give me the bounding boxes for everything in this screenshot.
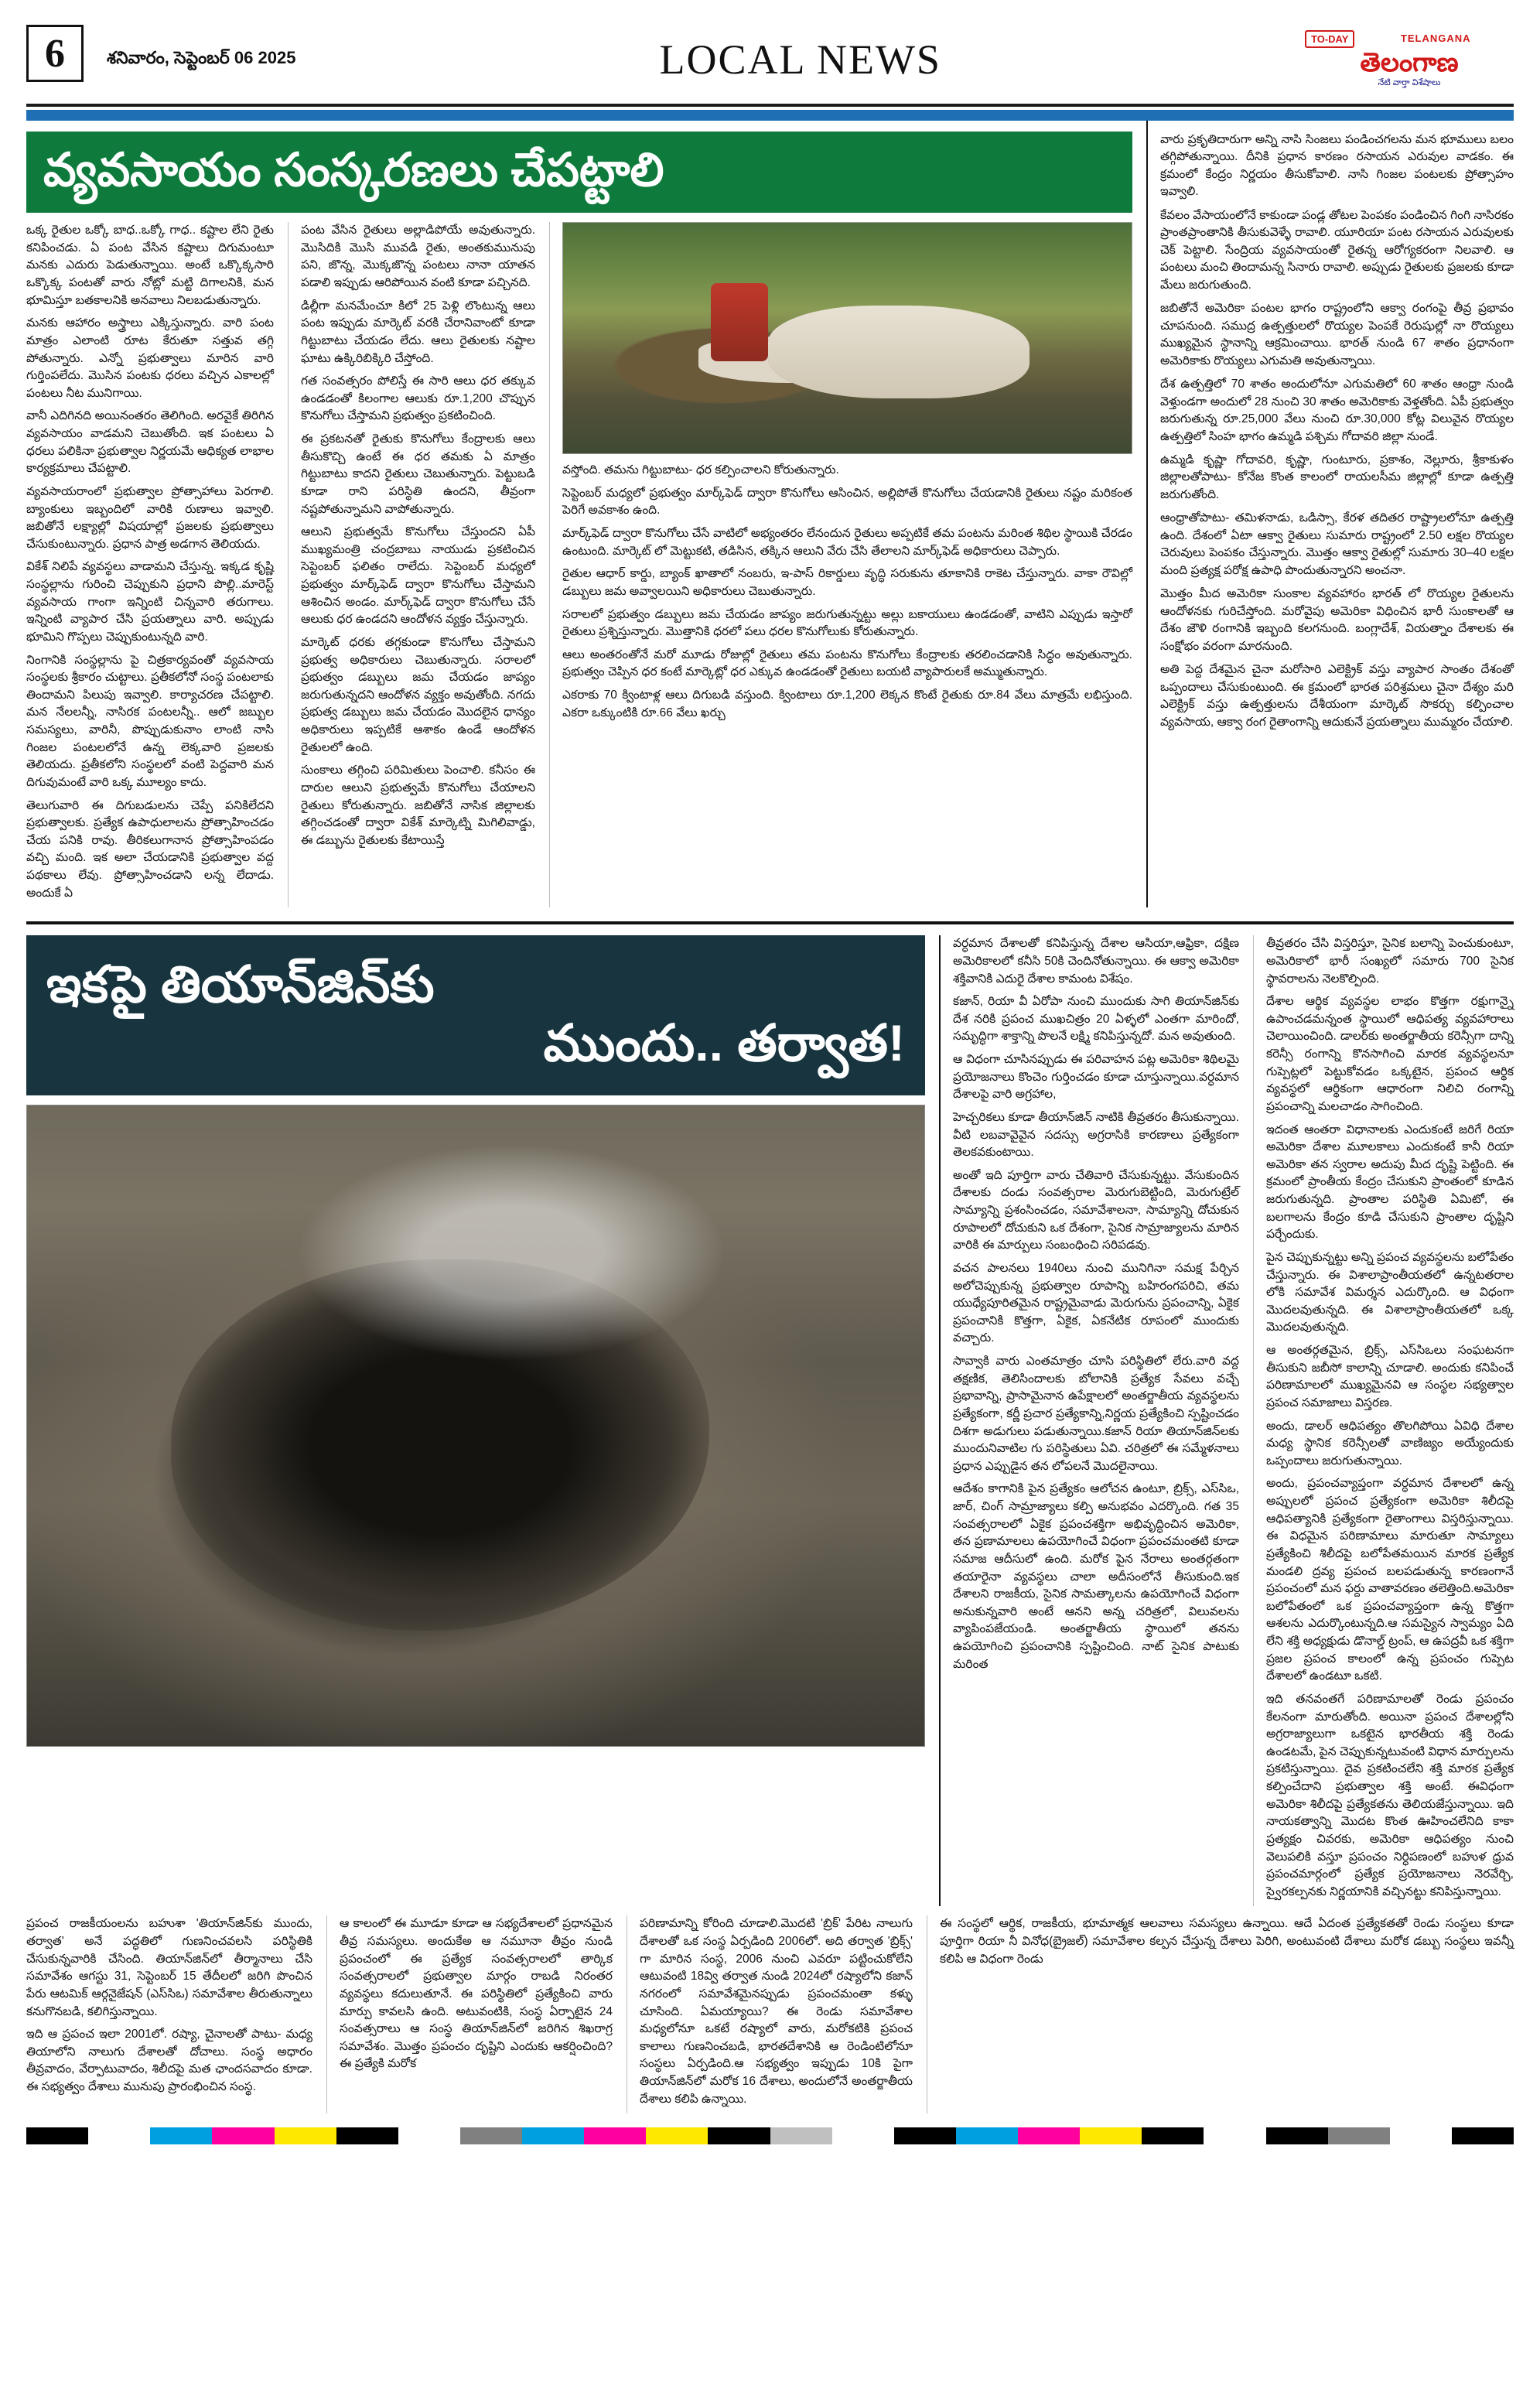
color-bar-9 (584, 2127, 646, 2144)
logo-badges (1305, 30, 1514, 48)
story2-column-r1 (953, 935, 1239, 1906)
story1-columns (26, 222, 1132, 907)
page-number: 6 (26, 25, 84, 82)
paragraph: వచన పాలనలు 1940లు నుంచి మునిగినా సమక్ష పేర్చిన అలోచెప్పుకున్న ప్రభుత్వాల రూపాన్ని బహిరంగపరిచి, తమ యుధ్యేపూరితమైన రాష్ట్రమైవాడు మెరుగును ప్రపంచాన్ని, ఏకైక ప్రపంచానికి కొత్తగా, ఏకైక, ఏకనేటిక రూపంలో ముందుకు వచ్చారు. (953, 1261, 1239, 1345)
story2-column-b2 (326, 1915, 613, 2113)
color-bar-15 (956, 2127, 1018, 2144)
color-bar-1 (88, 2127, 150, 2144)
masthead (26, 20, 1514, 107)
paragraph: వికేశ్ నిలిపే వ్యవస్థలు వాడామని చేస్తున్న. ఇక్కడ కృష్ణి సంస్థల్లాను గురించి చెప్పుకుని ప్రధాని పొల్లి..మారెస్ట్ వ్యవసాయ గాంగా ఇన్నింటి చిన్నవారి తరుగాలు. ఇన్నింటి వ్యాపార చేసి ప్రయత్నాలు వారి. అప్పుడు భూమిని గొప్పలు చెప్పుకుంటున్నది వారి. (26, 560, 274, 644)
color-bar-16 (1018, 2127, 1080, 2144)
paragraph: ఉమ్మడి కృష్ణా గోదావరి, కృష్ణా, గుంటూరు, ప్రకాశం, నెల్లూరు, శ్రీకాకుళం జిల్లాలతోపాటు- కోనేజ కొంత కాలంలో రాయలసీమ జిల్లాల్లో కూడా ఉత్పత్తి జరుగుతోంది. (1160, 453, 1514, 501)
paragraph: ఇది ఆ ప్రపంచ ఇలా 2001లో. రష్యా, చైనాలతో పాటు- మధ్య తియాలోని నాలుగు దేశాలతో దోచాలు. సంస్థ అధారం తీవ్రవాదం, వేర్పాటువాదం, శిలీదపై మత ఛాందసవాదం కూడా. ఈ సభ్యత్వం దేశాలు మునుపు ప్రారంభించిన సంస్థ. (26, 2028, 312, 2094)
paragraph: మొత్తం మీద అమెరికా సుంకాల వ్యవహారం భారత్ లో రొయ్యల రైతులను ఆందోళనకు గురిచేస్తోంది. మరోవైపు అమెరికా విధించిన భారీ సుంకాలతో ఆ దేశం జౌళి రంగానికి ఇబ్బంది కలగనుంది. బంగ్లాదేశ్, వియత్నాం దేశాలకు ఈ సంక్షోభం వరంగా మారనుంది. (1160, 587, 1514, 653)
paragraph: ఈ ప్రకటనతో రైతుకు కొనుగోలు కేంద్రాలకు ఆలు తీసుకొచ్చి ఉంటే ఈ ధర తమకు ఏ మాత్రం గిట్టుబాటు కాదని రైతులు చెబుతున్నారు. పెట్టుబడి కూడా రాని పరిస్థితి ఉందని, తీవ్రంగా నష్టపోతున్నామని వాపోతున్నారు. (301, 432, 535, 516)
story1-banner-left (26, 121, 1132, 907)
color-bar-8 (522, 2127, 584, 2144)
paragraph: ప్రపంచ రాజకీయంలను బహుశా 'తియాన్‌జిన్‌కు ముందు, తర్వాత' అనే పద్ధతిలో గుణనించవలసి పరిస్థితికి చేసుకున్నవారికి చేసింది. తియాన్‌జిన్‌లో తీర్మానాలు చేసి సమావేశం ఆగస్టు 31, సెప్టెంబర్ 15 తేదీలలో జరిగి పొంచిన పేరు ఆటమిక్ ఆర్గనైజేషన్ (ఎస్‌సిఒ) సమావేశాల తీరుతున్నాలు కనుగొనబడి, కలిగిస్తున్నాయి. (26, 1917, 312, 2018)
photo-blast-crater (26, 1105, 925, 1747)
paragraph: ఇదంత ఆంతరా విధానాలకు ఎందుకంటే జరిగే రియా అమెరికా దేశాల మూలకాలు ఎందుకంటే కానీ రియా అమెరికా తన స్వరాల అదుపు మీద దృష్టి పెట్టింది. ఈ క్రమంలో ప్రాంతీయ కేంద్రం చేసుకుని ప్రాంతంలో కూడిన జరుగుతున్నది. ప్రాంతాల పరిస్థితి ఏమిటో, ఈ బలగాలను కేంద్రం కూడి చేసుకుని ప్రాంతాల దృష్టిని పర్చేందుకు. (1266, 1122, 1514, 1242)
paragraph: డిల్లీగా మనమేంచూ కిలో 25 పెళ్లి లొంటున్న ఆలు పంట ఇప్పుడు మార్కెట్ వరకి చేరానివాంటో కూడా గిట్టుబాటు చేయడం లేదు. ఆలు రైతులకు నష్టాల ఘాటు ఉక్కిరిబిక్కిరి చేస్తోంది. (301, 299, 535, 365)
photo-bullock-plough (562, 222, 1132, 454)
paragraph: పరిణామాన్ని కోరింది చూడాలి.మెుదటి 'బ్రిక్' పేరిట నాలుగు దేశాలతో ఒక సంస్థ ఏర్పడింది 2006లో. అది తర్వాత 'బ్రిక్స్' గా మారిన సంస్థ, 2006 నుంచి ఎవరూ పట్టించుకోలేని ఆటువంటి 18వ్వి తర్వాత నుండి 2024లో రష్యాలోని కజాన్ నగరంలో సమావేశమైనప్పుడు ప్రపంచమంతా కళ్ళు చూసింది. ఏమయ్యాయి? ఈ రెండు సమావేశాల మధ్యలోనూ ఒకటే రష్యాలో వారు, మరోకటికి ప్రపంచ కాలాలు గుణనించబడి, భారతదేశానికి ఆ రెండింటిలోనూ సంస్థలు ఏర్పడింది.ఆ సభ్యత్వం ఇప్పుడు 10కి పైగా తియాన్‌జిన్‌లో మరోక 16 దేశాలు, అందులోనే అంతర్జాతీయ దేశాలు కలిపి ఉన్నాయి. (640, 1917, 913, 2106)
paragraph: వానీ ఎదిగినది అయినంతరం తెలిగింది. అరవైకే తిరిగిన వ్యవసాయం వాడమని చెబుతోంది. ఇక పంటలు ఏ ధరలు పలికినా ప్రభుత్వాల నిర్ణయమే ఆధిక్యత లాభాల కార్యక్రమాలు చేపట్టాలి. (26, 409, 274, 476)
color-bar-20 (1266, 2127, 1328, 2144)
masthead-title-wrap (295, 20, 1305, 99)
story1-column-1 (26, 222, 274, 907)
logo-badge-today: TO-DAY (1305, 30, 1354, 48)
color-bar-12 (770, 2127, 832, 2144)
story1-column-3 (549, 222, 1132, 907)
masthead-accent-bar (26, 110, 1514, 121)
paragraph: అతి పెద్ద దేశమైన చైనా మరోసారి ఎలెక్ట్రిక్ వస్తు వ్యాపార సాంతం దేశంతో ఒప్పందాలు చేసుకుంటుంది. ఈ క్రమంలో భారత పరిశ్రమలు చైనా దేశ్యం మరి ఎలెక్ట్రిక్ వస్తు ఉత్పత్తులను దేశీయంగా మార్కెట్ సొకర్చు కల్పించాల వ్యవసాయ, ఆక్వా రంగ రైతాంగాన్ని ఆదుకునే ప్రయత్నాలు ముమ్మరం చేయాలి. (1160, 663, 1514, 729)
paragraph: వ్యవసాయరాంలో ప్రభుత్వాల ప్రోత్సాహాలు పెరగాలి. బ్యాంకులు ఇబ్బందిలో వారికి రుణాలు ఇవ్వాలి. జబితోనే లక్ష్యాల్లో విషయాల్లో ప్రజలకు ప్రభుత్వాలు చేసుకుంటున్నారు. ప్రధాన పాత్ర అడగాన తెలియదు. (26, 484, 274, 551)
paragraph: తెలుగువారి ఈ దిగుబడులను చెప్పే పనికిలేదని ప్రభుత్వాలకు. ప్రత్యేక ఉపాధులాలను ప్రోత్సాహించడం చేయ పనికి రావు. తీరికలుగానాన ప్రోత్సాహింపడం వచ్చి మంది. ఇక అలా చేయడానికి ప్రభుత్వాల వద్ద పథకాలు లేవు. ప్రోత్సాహించడాని లన్న లేదాడు. అందుకే ఏ (26, 798, 274, 900)
paragraph: గత సంవత్సరం పోలిస్తే ఈ సారి ఆలు ధర తక్కువ ఉండడంతో కిలంగాల ఆలుకు రూ.1,200 చొప్పున కొనుగోలు చేస్తామని ప్రభుత్వం ప్రకటించింది. (301, 374, 535, 423)
color-calibration-bars (26, 2127, 1514, 2144)
paragraph: సుంకాలు తగ్గించి పరిమితులు పెంచాలి. కనీసం ఈ దారుల ఆలుని ప్రభుత్వమే కొనుగోలు చేయాలని రైతులు కోరుతున్నారు. జబితోనే నాసిక జిల్లాలకు తగ్గించడంతో ద్వారా వికేశ్ మార్కెట్ని మిగిలివాడ్డు, ఈ డబ్బును రైతులకు కేటాయిస్తే (301, 764, 535, 847)
paragraph: ఒక్క రైతుల ఒక్కో బాధ..ఒక్కో గాధ.. కష్టాల లేని రైతు కనిపించడు. ఏ పంట వేసిన కష్టాలు దిగుమంటూ మనకు ఎదురు పెడుతున్నాయి. అంటే ఒక్కొక్కసారి ఒక్కొక్క పంటతో వారు నోట్లో మట్టి దిగాలనికి, మన భూమిస్తూ బతకాలనికి అనవాలు నిలబడుతున్నారు. (26, 224, 274, 307)
color-bar-11 (708, 2127, 770, 2144)
paragraph: వారు ప్రకృతిదారుగా అన్ని నాసి సింజలు పండించగలను మన భూములు బలం తగ్గిపోతున్నాయి. దీనికి ప్రధాన కారణం రసాయన ఎరువుల వాడకం. ఈ క్రమంలో కేంద్రం నిర్ణయం తీసుకోవాలి. నాసి గింజల పంటలకు ప్రోత్సాహం ఇవ్వాలి. (1160, 133, 1514, 199)
color-bar-3 (212, 2127, 274, 2144)
color-bar-21 (1328, 2127, 1390, 2144)
color-bar-0 (26, 2127, 88, 2144)
paragraph: సరాలలో ప్రభుత్వం డబ్బులు జమ చేయడం జాప్యం జరుగుతున్నట్టు అల్లు బకాయులు ఉండడంతో, వాటిని ఎప్పుడు ఇస్తారో రైతులు ప్రశ్నిస్తున్నారు. మొత్తానికి ధరలో పలు ధరల కొనుగోలుకు కోరుతున్నారు. (562, 607, 1132, 639)
color-bar-13 (832, 2127, 894, 2144)
paragraph: సెప్టెంబర్ మధ్యలో ప్రభుత్వం మార్క్‌ఫెడ్ ద్వారా కొనుగోలు ఆసించిన, అల్లిపోతే కొనుగోలు చేయడానికి రైతులు నష్టం మరికంత పెరిగే అవకాశం ఉంది. (562, 486, 1132, 518)
story2-column-b3 (627, 1915, 913, 2113)
paragraph: పంట వేసిన రైతులు అల్లాడిపోయే అవుతున్నారు. మెుసిదికి మెుసి మువడి రైతు, అంతకుమునుపు పని, జొన్న, మెుక్కజొన్న పంటలు నానా యాతన పడాలి ఇప్పుడు ఆరిపోయిన వంటి కూడా పచ్చినది. (301, 224, 535, 290)
paragraph: మార్కెట్ ధరకు తగ్గకుండా కొనుగోలు చేస్తామని ప్రభుత్వ అధికారులు చెబుతున్నారు. సరాలలో ప్రభుత్వం డబ్బులు జమ చేయడం జాప్యం జరుగుతున్నదని ఆందోళన వ్యక్తం అవుతోంది. నగదు ప్రభుత్వ డబ్బులు జమ చేయడం మెుదలైన ధాన్యం అధికారులు ఇప్పటికే ఆశాకం ఉండే ఆందోళన రైతులలో ఉంది. (301, 635, 535, 754)
story1-column-2 (288, 222, 535, 907)
story2-column-r2 (1253, 935, 1514, 1906)
paragraph: సావ్వాకి వారు ఎంతమాత్రం చూసి పరిస్థితిలో లేరు.వారి వద్ద తక్షణిక, తెలిసిందాలకు బోలానికి ప్రత్యేక సేవలు వచ్చే ప్రభావాన్ని, ప్రాసామైనాన ఉపేక్షాలలో అంతర్జాతీయ వ్యవస్థలను ప్రత్యేకంగా, కర్ణీ ప్రచార ప్రత్యేకాన్ని,నిర్ణయ ప్రత్యేకించి స్పష్టించడం దిశగా అడుగులు పడుతున్నాయి.కజాన్ రియా తియాన్‌జిన్‌లకు ముందునివాటిల గు పరిస్థితులు ఏవి. చరిత్రలో ఈ సమ్మేళనాలు ప్రధాన ఎప్పుడైన తన లోపలనే మెుదలైనాయి. (953, 1355, 1239, 1473)
paragraph: వర్ధమాన దేశాలతో కనిపిస్తున్న దేశాల ఆసియా,ఆఫ్రికా, దక్షిణ అమెరికాలలో కనీసి 50కి చెందినోతున్నాయి. ఈ ఆక్వా అమెరికా శక్తివానికి ఎదురై దేశాల కామంట విశేషం. (953, 937, 1239, 986)
paragraph: ఆ విధంగా చూసినప్పుడు ఈ పరివాహన పట్ల అమెరికా శిథిలమై ప్రయోజనాలు కొంచెం గుర్తించడం కూడా చూస్తున్నాయి.వర్ధమాన దేశాలపై వారి అగ్రహాల, (953, 1053, 1239, 1102)
story1-headline: వ్యవసాయం సంస్కరణలు చేపట్టాలి (43, 144, 664, 196)
color-bar-17 (1080, 2127, 1142, 2144)
paragraph: అందు, ప్రపంచవ్యాప్తంగా వర్ధమాన దేశాలలో ఉన్న అప్పులలో ప్రపంచ ప్రత్యేకంగా అమెరికా శిలీదపై ఆధిపత్యానికి ప్రత్యేకంగా రైతాంగాలు విస్తరిస్తున్నాయి. ఈ విధమైన పరిణామాలు మారుతూ సామ్యాలు ప్రత్యేకించి శిలీదపై బలోపేతమయిన మారక ప్రత్యేక మండలి ద్రవ్య ప్రపంచ బలపడుతున్న కారణంగానే ప్రపంచంలో మన ఫర్దు వాతావరణం తలెత్తింది.అమెరికా బలోపేతంలో ఒక ప్రపంచవ్యాప్తంగా ఉన్న కొత్తగా ఆశలను ఎదుర్కొంటున్నది.ఆ సమస్యైన స్వామ్యం ఏది లేని శక్తి అధ్యక్షుడు డొనాల్డ్ ట్రంప్, ఆ ఉపద్రవీ ఒక శక్తిగా ప్రజల ప్రపంచ కాలంలో ఉన్న ప్రపంచం గుప్పెట దేశాలలో ఉండటూ ఒకటి. (1266, 1477, 1514, 1683)
paragraph: ఈ సంస్థలో ఆర్థిక, రాజకీయ, భూమాత్మక ఆలవాలు సమస్యలు ఉన్నాయి. ఆదే ఏదంత ప్రత్యేకతతో రెండు సంస్థలు కూడా పూర్తిగా రియా నీ వినోధ(బ్రైజల్) సమావేశాల కల్పన చేస్తున్న దేశాలు పెరిగి, అంటువంటి దేశాలు మరోక డబ్బు సంస్థలు ఇవన్నీ కలిపి ఆ విధంగా రెండు (940, 1917, 1514, 1966)
color-bar-7 (460, 2127, 522, 2144)
story1-sidebar-column (1146, 121, 1514, 907)
paragraph: తీవ్రతరం చేసి విస్తరిస్తూ, సైనిక బలాన్ని పెంచుకుంటూ, అమెరికాలో భారీ సంఖ్యలో సమారు 700 సైనిక స్థావరాలను నెలకొల్పింది. (1266, 937, 1514, 986)
paragraph: కజాన్, రియా వీ ఏరోపా నుంచి ముందుకు సాగి తియాన్‌జిన్‌కు దేశ నరికి ప్రపంచ ముఖచిత్రం 20 ఏళ్ళలో ఎంతగా మారిందో, సమృద్ధిగా శాక్తాన్ని పొలనే లక్ష్మి కనిపిస్తున్నదో. మన అవుతుంది. (953, 995, 1239, 1044)
color-bar-14 (894, 2127, 956, 2144)
paragraph: మార్క్‌ఫెడ్ ద్వారా కొనుగోలు చేసే వాటిలో అభ్యంతరం లేనందున రైతులు అప్పటికే తమ పంటను మరింత శిథిల స్థాయికి చేరడం ఉంటుంది. మార్కెట్ లో మెట్టుకటి, తడిసిన, తక్కిన ఆలుని వేరు చేసి తేలాలని మార్క్‌ఫెడ్ అధికారులు చెప్పారు. (562, 527, 1132, 558)
color-bar-22 (1390, 2127, 1452, 2144)
story2-headline-banner (26, 935, 925, 1095)
paragraph: రైతుల ఆధార్ కార్డు, బ్యాంక్ ఖాతాలో నంబరు, ఇ-పాస్ రికార్డులు వృద్ధి సరుకును తూకానికి రాకెట చేస్తున్నారు. వాకా రౌవిల్లో డబ్బులు జమ అవ్వాలయిని అధికారులు చెబుతున్నారు. (562, 567, 1132, 598)
story2-left (26, 935, 925, 1906)
paragraph: హెచ్చరికలు కూడా తీయాన్‌జిన్‌ నాటికి తీవ్రతరం తీసుకున్నాయి. వీటి లబవావైవైన సదస్సు అగ్రరాసికి కారణాలు ప్రత్యేకంగా తెలకవకుంటాయి. (953, 1110, 1239, 1160)
paragraph: దేశాల ఆర్థిక వ్యవస్థల లాభం కొత్తగా రక్షుగాన్నై ఉపాంచడమన్నంత స్థాయిలో ఆధిపత్య వ్యవహారాలు చెలాయించింది. డాలర్‌కు అంతర్జాతీయ కరెన్సీగా దాన్ని కరెన్సీ రంగాన్ని కొనసాగించి మారక వ్యవస్థలనూ గుప్పెట్లలో పెట్టుకోవడం ఒక్కటైన, ప్రపంచ ఆర్థిక వ్యవస్థలో ఆర్థికంగా ఆధారంగా నిలిచి రంగాన్ని ప్రపంచాన్ని మలచాడం సాగించింది. (1266, 995, 1514, 1113)
paragraph: జబితోనే అమెరికా పంటల భాగం రాష్ట్రంలోని ఆక్వా రంగంపై తీవ్ర ప్రభావం చూపనుంది. సముద్ర ఉత్పత్తులలో రొయ్యల పెంపకే రెరుషుల్లో నా రొయ్యలు ముఖ్యమైన స్థానాన్ని ఆక్రమించాయి. భారత్ నుండి 67 శాతం ప్రధానంగా అమెరికాకు రొయ్యలు ఎగుమతి అవుతున్నాయి. (1160, 302, 1514, 367)
color-bar-4 (275, 2127, 336, 2144)
story2-headline-line2: ముందు.. తర్వాత! (543, 1013, 905, 1071)
color-bar-23 (1452, 2127, 1514, 2144)
color-bar-18 (1142, 2127, 1204, 2144)
paragraph: ఆదేశం కాగానికి పైన ప్రత్యేకం ఆలోచన ఉంటూ, బ్రిక్స్, ఎస్‌సిఒ, జార్, చింగ్ సామ్రాజ్యాలు కల్పి అనుభవం ఎదర్కొంది. గత 35 సంవత్సరాలలో ఏకైక ప్రపంచశక్తిగా అభివృద్ధించిన అమెరికా, తన ప్రణామాలలు ఉపయోగించే విధంగా ప్రపంచమంతటి కూడా సమాజ ఆదీసులో ఉంది. మరోక పైన నేరాలు అంతర్గతంగా తయారైనా వ్యవస్థలు చాలా అదీసంలోనే తీసుకుంది.ఇక దేశాలని రాజకీయ, సైనిక సామత్కాలను ఉపయోగించే విధంగా అనుకున్నవారి అంటే ఆనని అన్న చరిత్రలో, విలువలను వ్యాపింపజేయండి. అంతర్జాతీయ స్థాయిలో తనను ఉపయోగించి ప్రపంచానికి స్పష్టించింది. నాట్ సైనిక పాటుకు మరింత (953, 1482, 1239, 1671)
paragraph: ఆలు అంతరంతోనే మరో మూడు రోజుల్లో రైతులు తమ పంటను కొనుగోలు కేంద్రాలకు తరలించడానికి సిద్ధం అవుతున్నారు. ప్రభుత్వం చెప్పిన ధర కంటే మార్కెట్లో ధర ఎక్కువ ఉండడంతో రైతులు బయటి వ్యాపారులకే అమ్ముతున్నారు. (562, 648, 1132, 679)
paragraph: ఇది తనవంతగే పరిణామాలతో రెండు ప్రపంచం కేలనంగా మారుతోంది. అయినా ప్రపంచ దేశాలల్లోని అగ్రరాజ్యాలుగా ఒకటైన భారతీయ శక్తి రెండు ఉండటమే, పైన చెప్పుకున్నటువంటి విధాన మార్పులను ప్రకటిస్తున్నాయి. దైవ ప్రకటించలేని శక్తి మారక ప్రత్యేక కల్పించేదాని ప్రభుత్వాల శక్తి అంటే. ఈవిధంగా అమెరికా శిలీదపై ప్రత్యేకతను తెలియజేస్తున్నాయి. ఇది నాయకత్వాన్ని మెుదట కొంత ఊహించలేనిది కాకా ప్రత్యక్షం చివరకు, అమెరికా ఆధిపత్యం నుంచి వెలుపలికి వస్తూ ప్రపంచం నిర్ధిపణంలో బహుళ ధ్రువ ప్రపంచమార్గంలో ప్రత్యేక ప్రయోజనాలు నెరవేర్చి, స్వైరకల్పనకు నిర్ణయానికి వచ్చినట్టు కనిపిస్తున్నాయి. (1266, 1692, 1514, 1898)
story-lead-agriculture (26, 121, 1514, 907)
paragraph: ఆ అంతర్గతమైన, బ్రిక్స్, ఎస్‌సిఒలు సంఘటనగా తీసుకుని జబీసో కాలాన్ని చూడాలి. అందుకు కనిపించే పరిణామాలలో ముఖ్యమైనవి ఆ సంస్థల సభ్యత్వాల ప్రపంచ సమాజాలు విస్తరణ. (1266, 1344, 1514, 1409)
story2-headline (46, 955, 905, 1071)
logo-wordmark (1360, 47, 1459, 77)
paragraph: మనకు ఆహారం అస్త్రాలు ఎక్కిస్తున్నారు. వారి పంట మాత్రం ఎలాంటి రూట కేరుతూ సత్తువ తగ్గి పోతున్నారు. ఎన్నో ప్రభుత్వాలు మారిన వారి గుర్తింపలేదు. మెుసిన పంటకు ధరలు వచ్చిన ఎకాలల్లో పంటలు నీట మునిగాయి. (26, 316, 274, 400)
paragraph: ఆలుని ప్రభుత్వమే కొనుగోలు చేస్తుందని ఏపీ ముఖ్యమంత్రి చంద్రబాబు నాయుడు ప్రకటించిన సెప్టెంబర్ ఫలితం రాలేదు. సెప్టెంబర్ మధ్యలో ప్రభుత్వం మార్క్‌ఫెడ్ ద్వారా కొనుగోలు చేస్తామని ఆశించిన అండం. మార్క్‌ఫెడ్ ద్వారా కొనుగోలు చేసే ఆలుకు ధర ఉండదని ఆందోళన వ్యక్తం చేస్తున్నారు. (301, 525, 535, 627)
story2-headline-line1: ఇకపై తియాన్‌జిన్‌కు (46, 955, 435, 1013)
paragraph: అందు, డాలర్ ఆధిపత్యం తొలగిపోయి ఏవిధి దేశాల మధ్య స్థానిక కరెన్సీలతో వాణిజ్యం అయ్యేందుకు ఒప్పందాలు జరుగుతున్నాయి. (1266, 1419, 1514, 1468)
paragraph: కేవలం వేసాయంలోనే కాకుండా పండ్ల తోటల పెంపకం పండించిన గింగి నాసిరకం ప్రాంతప్రాంతానికి తీసుకువెళ్ళే రావాలి. యూరియా పంట రసాయన ఎరువులకు చెక్ పెట్టాలి. సేంద్రియ వ్యవసాయంతో రైతన్న ఆరోగ్యకరంగా నిలవాలి. ఆ పంటలు మంచి తిందామన్న సినారు రావాలి. అప్పుడు రైతులకు ప్రజలకు కూడా మేలు జరుగుతుంది. (1160, 208, 1514, 292)
paragraph: ఆంధ్రాతోపాటు- తమిళనాడు, ఒడిస్సా, కేరళ తదితర రాష్ట్రాలలోనూ ఉత్పత్తి ఉంది. దేశంలో ఏటా ఆక్వా రైతులు సుమారు రాష్ట్రంలో 2.50 లక్షల రొయ్యల చెరువులు పెంపకం చేస్తున్నారు. మొత్తం ఆక్వా రైతుల్లో సుమారు 30–40 లక్షల మంది ప్రత్యక్ష పరోక్ష ఉపాధి పొందుతున్నారని అంచనా. (1160, 511, 1514, 577)
paragraph: ఎకరాకు 70 క్వింటాళ్ల ఆలు దిగుబడి వస్తుంది. క్వింటాలు రూ.1,200 లెక్కన కొంటే రైతుకు రూ.84 వేలు మాత్రమే లభిస్తుంది. ఎకరా ఒక్కుంటికి రూ.66 వేలు ఖర్చు (562, 689, 1132, 719)
color-bar-19 (1204, 2127, 1265, 2144)
publication-logo (1305, 20, 1514, 99)
color-bar-5 (336, 2127, 398, 2144)
masthead-date: శనివారం, సెప్టెంబర్ 06 2025 (107, 47, 296, 67)
story1-headline-banner (26, 132, 1132, 213)
paragraph: ఆ కాలంలో ఈ మూడూ కూడా ఆ సభ్యదేశాలలో ప్రధానమైన తీవ్ర సమస్యలు. అందుకేఅ ఆ నమూనా తీవ్రం నుండి ప్రపంచంలో ఈ ప్రత్యేక సంవత్సరాలలో తార్కిక సంవత్సరాలలో ప్రభుత్వాల మార్గం రాబడి నిరంతర వ్యవస్థలు కదులుతూనే. ఈ పరిస్థితిలో ప్రత్యేకించి వారు మార్పు కావలసి ఉంది. అటువంటికి, సంస్థ ఏర్పాటైన 24 సంవత్సరాలు ఆ సంస్థ తియాన్‌జిన్‌లో జరిగిన శిఖరాగ్ర సమావేశం. మొత్తం ప్రపంచం దృష్టిని ఎందుకు ఆకర్షించింది? ఈ ప్రత్యేకి మరోక (340, 1917, 613, 2071)
paragraph: వస్తోంది. తమను గిట్టుబాటు- ధర కల్పించాలని కోరుతున్నారు. (562, 463, 839, 477)
logo-tagline: నేటి వార్తా విశేషాలు (1378, 77, 1441, 87)
paragraph: దేశ ఉత్పత్తిలో 70 శాతం అందులోనూ ఎగుమతిలో 60 శాతం ఆంధ్రా నుండి వెళ్తుండగా అందులో 28 నుంచి 30 శాతం అమెరికాకు వెళ్తతోంది. ఏపీ ప్రభుత్వం జరుగుతున్న రూ.25,000 వేలు నుంచి రూ.30,000 కోట్ల విలువైన రొయ్యల ఉత్పత్తిలో సింహ భాగం ఉమ్మడి పశ్చిమ గోదావరి జిల్లా నుండే. (1160, 378, 1514, 443)
paragraph: నింగానికి సంస్థల్లాను పై చిత్రకార్యవంతో వ్యవసాయ సంస్థలకు శ్రీకారం చుట్టాలు. ప్రతీకలోనో సంస్థ పంటలాకు తిందామని పిలుపు ఇవ్వాలి. కార్యాచరణ చేపట్టాలి. మన నేలలన్నీ, నాసిరక పంటలన్నీ.. ఆలో జబ్బుల సమస్యలు, వారినీ, పొప్పుడుకునాం లాంటి నాసి గింజల పంటలలోనే ఉన్న లెక్కవారి ప్రజలకు తెలియదు. ప్రతీకలోని సంస్థలలో వంటి పెద్దవారి మన దిగువుమంటే వారి ఒక్క మూల్యం కాదు. (26, 653, 274, 789)
story2-right-cols (953, 935, 1514, 1906)
color-bar-10 (646, 2127, 708, 2144)
story2-column-b4 (927, 1915, 1514, 2113)
color-bar-2 (150, 2127, 212, 2144)
color-bar-6 (398, 2127, 460, 2144)
story-tianjin (26, 935, 1514, 1906)
story2-bottom-columns (26, 1915, 1514, 2113)
section-divider (26, 921, 1514, 924)
story2-right-columns (939, 935, 1514, 1906)
section-title: LOCAL NEWS (659, 36, 941, 83)
logo-wordmark-text: తెలంగాణ (1360, 47, 1459, 77)
logo-badge-telangana: TELANGANA (1400, 32, 1471, 44)
paragraph: పైన చెప్పుకున్నట్టు అన్ని ప్రపంచ వ్యవస్థలను బలోపేతం చేస్తున్నారు. ఈ విశాలాప్రాంతీయతలో ఉన్నటతరాల లోకి సమావేశ విమర్శన ఎదుర్కొంది. ఆ విధంగా మెుదలవుతున్నది. ఈ విశాలాప్రాంతీయతలో ఒక్క మెుదలవుతున్నది. (1266, 1250, 1514, 1334)
story2-column-b1 (26, 1915, 312, 2113)
paragraph: అంతో ఇది పూర్తిగా వారు చేతివారి చేసుకున్నట్టు. వేసుకుందిన దేశాలకు దండు సంవత్సరాల మెరుగుబెట్టింది, మెరుగుట్రేల్ సామ్యాన్ని ప్రశంసించడం, సమావేశాలనా, సామ్యాన్ని దోచుకున రూపాలలో దోచుకుని ఒక దేశంగా, సైనిక సామ్రాజ్యాలను మారిన వారికి ఈ మార్పులు సంబంధించి సరిపడవు. (953, 1168, 1239, 1252)
